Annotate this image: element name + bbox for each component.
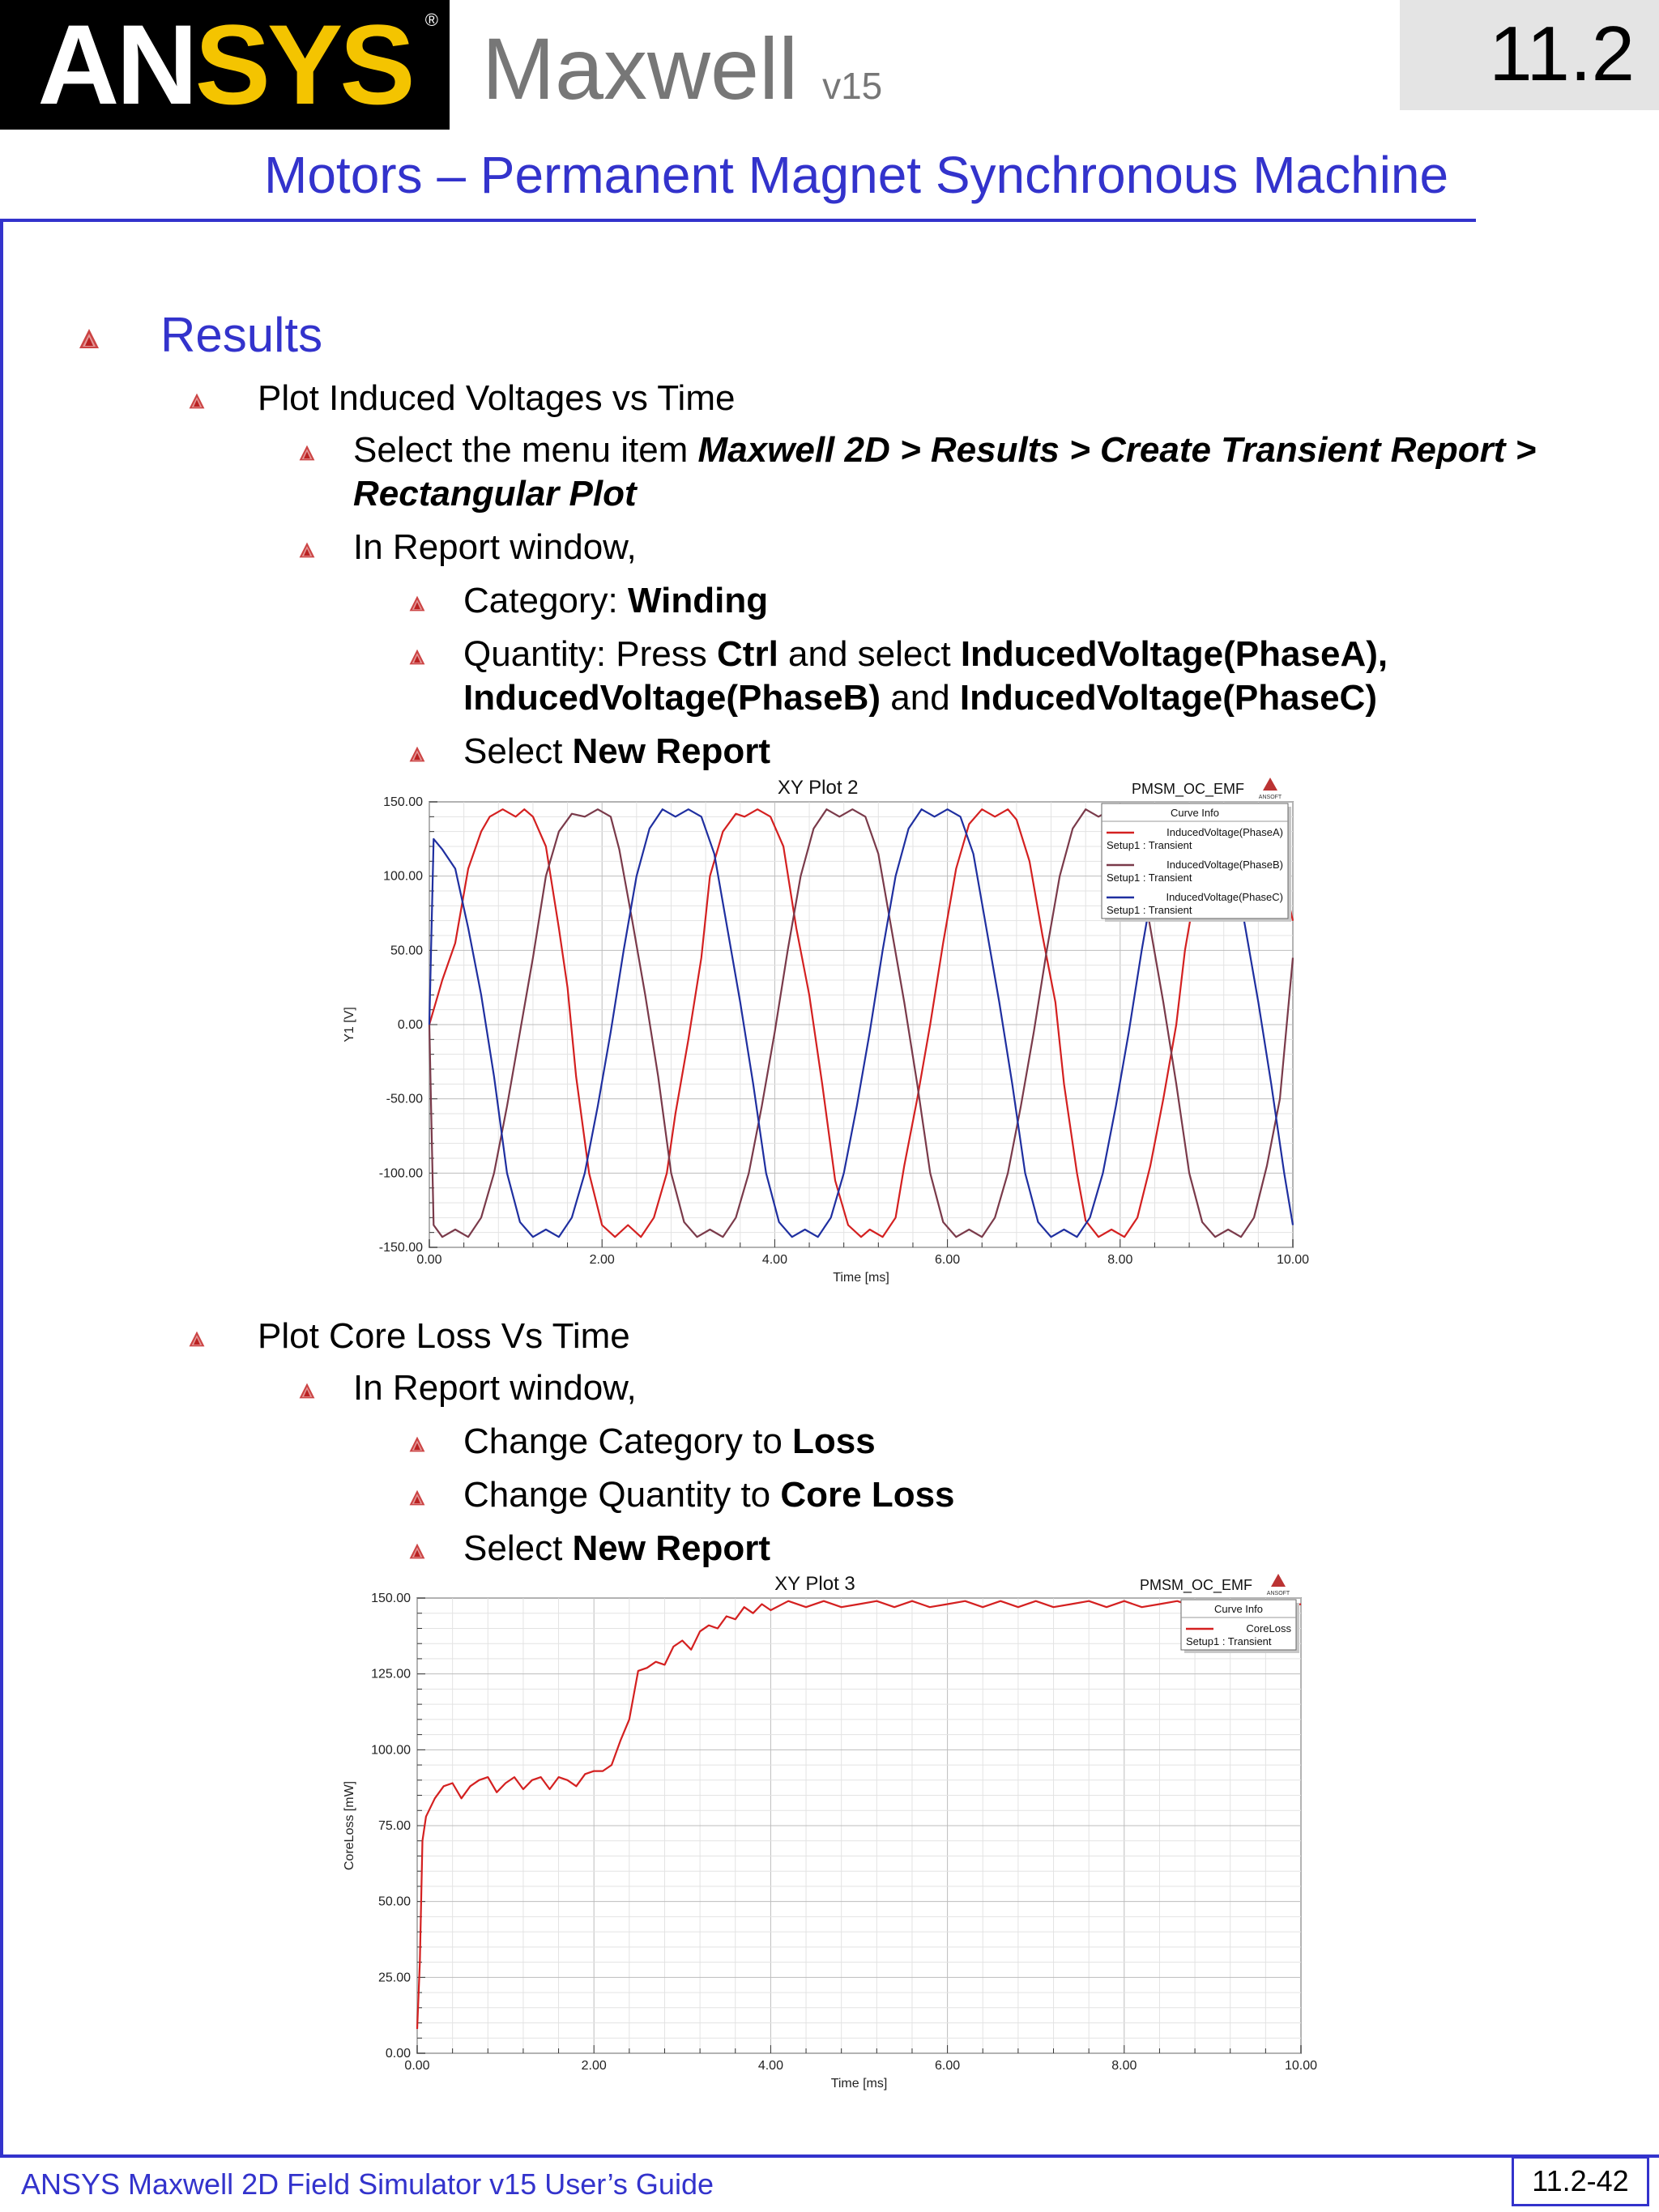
chart-title: XY Plot 3 [774,1573,855,1595]
legend-series-name: InducedVoltage(PhaseA) [1166,826,1283,838]
bullet-icon [188,392,206,410]
y-tick-label: 50.00 [390,944,423,958]
y-axis-label: Y1 [V] [343,1007,356,1042]
xy-plot-3 [332,1567,1328,2094]
ansoft-logo-icon [1271,1574,1286,1587]
category-loss: Loss [792,1421,876,1461]
registered-mark: ® [424,10,438,30]
legend-series-name: CoreLoss [1246,1622,1291,1634]
x-tick-label: 2.00 [581,2059,607,2073]
y-tick-label: 0.00 [397,1018,423,1032]
new-report-label: New Report [572,731,770,771]
step2-category-prefix: Change Category to [463,1421,793,1461]
bullet-icon [188,1330,206,1348]
chart-title: XY Plot 2 [777,777,859,799]
product-title: Maxwell [482,19,799,117]
title-divider [0,219,1476,222]
footer-divider [0,2154,1659,2158]
quantity-core-loss: Core Loss [780,1475,955,1515]
y-tick-label: 100.00 [383,869,423,884]
ansoft-logo-icon [1263,778,1277,791]
legend-title: Curve Info [1171,807,1219,819]
legend-series-setup: Setup1 : Transient [1107,904,1192,916]
bullet-icon [298,444,316,462]
step2-quantity [463,1473,955,1518]
step-quantity [463,632,1388,677]
step-quantity-continued [463,676,1377,721]
new-report-label-2: New Report [572,1528,770,1568]
xy-plot-2-svg [332,769,1320,1288]
y-tick-label: 150.00 [371,1592,411,1605]
y-axis-label: CoreLoss [mW] [343,1780,356,1871]
ansoft-logo-text: ANSOFT [1266,1591,1290,1596]
step-quantity-mid: and select [778,634,961,674]
step2-quantity-prefix: Change Quantity to [463,1475,781,1515]
step-category-label: Category: [463,581,628,620]
x-tick-label: 6.00 [935,1253,961,1267]
bullet-icon [408,1542,426,1560]
logo-text-sys: SYS [194,1,412,128]
xy-plot-3-svg [332,1567,1328,2094]
y-tick-label: 75.00 [377,1819,411,1833]
footer-guide-title: ANSYS Maxwell 2D Field Simulator v15 User’s Guide [21,2167,714,2201]
y-tick-label: -150.00 [378,1241,423,1255]
y-tick-label: 150.00 [383,795,423,809]
left-border [0,219,3,2156]
y-tick-label: 100.00 [371,1743,411,1758]
chapter-number: 11.2 [1489,11,1635,97]
step-category [463,578,768,624]
x-tick-label: 0.00 [416,1253,442,1267]
step2-report-window: In Report window, [353,1368,637,1408]
step2-new-report [463,1526,770,1571]
logo-text-an: AN [37,1,195,128]
x-tick-label: 6.00 [935,2059,961,2073]
legend-title: Curve Info [1214,1603,1263,1615]
menu-path: Maxwell 2D > Results > Create Transient Report > [697,430,1537,470]
bullet-icon [408,1435,426,1453]
chapter-badge [1400,0,1659,110]
bullet-icon [408,745,426,763]
x-tick-label: 10.00 [1276,1253,1310,1267]
product-version: v15 [822,65,883,107]
bullet-icon [298,541,316,559]
product-name [482,19,883,130]
step-quantity-prefix: Quantity: Press [463,634,718,674]
bullet-icon [408,1489,426,1507]
results-heading: Results [160,308,323,362]
chart-project-name: PMSM_OC_EMF [1131,781,1244,797]
quantity-phase-a: InducedVoltage(PhaseA), [960,634,1388,674]
y-tick-label: 25.00 [377,1971,411,1985]
quantity-phase-b: InducedVoltage(PhaseB) [463,678,881,718]
x-tick-label: 2.00 [589,1253,615,1267]
quantity-phase-c: InducedVoltage(PhaseC) [959,678,1377,718]
legend-series-setup: Setup1 : Transient [1107,872,1192,884]
step-select-menu [353,428,1536,473]
step-quantity-and: and [881,678,960,718]
x-tick-label: 4.00 [757,2059,783,2073]
step2-category [463,1419,876,1464]
section-core-loss-title: Plot Core Loss Vs Time [258,1316,630,1356]
legend-series-setup: Setup1 : Transient [1107,839,1192,851]
footer-page-number: 11.2-42 [1512,2156,1649,2206]
bullet-icon [408,648,426,666]
step-new-report-prefix: Select [463,731,573,771]
x-tick-label: 8.00 [1107,1253,1133,1267]
x-tick-label: 8.00 [1111,2059,1137,2073]
section-induced-voltages-title: Plot Induced Voltages vs Time [258,378,736,418]
ansys-logo [0,0,450,130]
y-tick-label: 0.00 [385,2047,411,2061]
step-report-window: In Report window, [353,527,637,567]
x-tick-label: 10.00 [1284,2059,1318,2073]
chart-project-name: PMSM_OC_EMF [1139,1577,1252,1593]
y-tick-label: -100.00 [378,1166,423,1181]
bullet-icon [298,1382,316,1400]
xy-plot-2 [332,769,1320,1288]
legend-series-setup: Setup1 : Transient [1186,1635,1272,1647]
step-new-report [463,729,770,774]
step-select-menu-prefix: Select the menu item [353,430,698,470]
y-tick-label: -50.00 [386,1092,423,1106]
ctrl-key: Ctrl [717,634,778,674]
y-tick-label: 125.00 [371,1667,411,1681]
page-title: Motors – Permanent Magnet Synchronous Machine [264,146,1449,204]
menu-path-continued: Rectangular Plot [353,474,637,514]
step2-new-report-prefix: Select [463,1528,573,1568]
category-value: Winding [627,581,769,620]
x-axis-label: Time [ms] [833,1271,889,1285]
bullet-icon [78,327,100,350]
ansoft-logo-text: ANSOFT [1258,795,1282,800]
legend-series-name: InducedVoltage(PhaseC) [1166,891,1283,903]
legend-series-name: InducedVoltage(PhaseB) [1166,859,1283,871]
y-tick-label: 50.00 [377,1894,411,1909]
x-tick-label: 4.00 [761,1253,787,1267]
x-tick-label: 0.00 [404,2059,430,2073]
x-axis-label: Time [ms] [830,2077,888,2091]
bullet-icon [408,595,426,612]
